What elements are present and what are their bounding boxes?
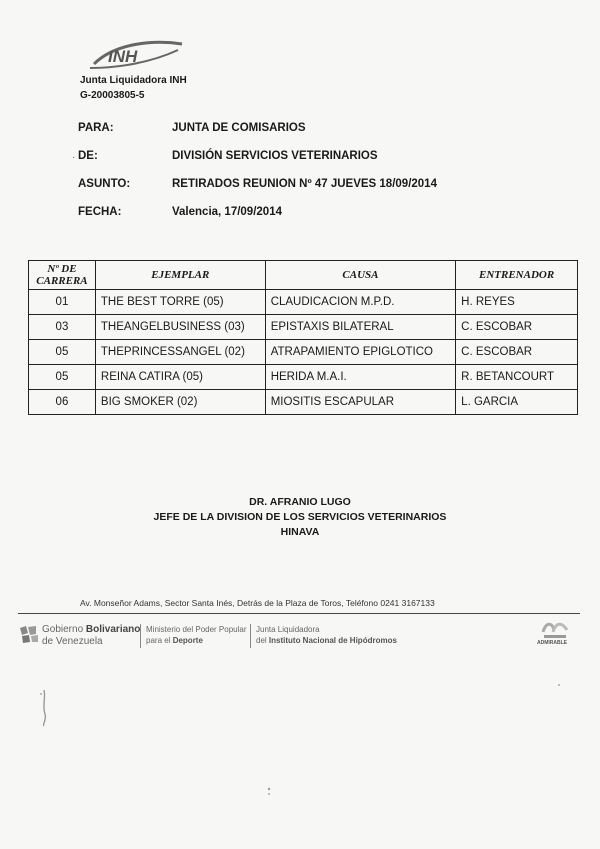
table-row	[29, 390, 578, 415]
race-number-cell: 06	[29, 390, 96, 415]
gov-bolivariano: Bolivariano	[85, 624, 141, 635]
header-trainer: ENTRENADOR	[456, 261, 578, 290]
de-label: DE:	[78, 150, 98, 162]
government-emblem-icon	[18, 624, 40, 644]
fecha-label: FECHA:	[78, 206, 122, 218]
horse-cell: THEANGELBUSINESS (03)	[95, 315, 265, 340]
logo-text: INH	[108, 47, 138, 66]
table-row	[29, 365, 578, 390]
para-label: PARA:	[78, 122, 114, 134]
footer-separator	[140, 624, 141, 648]
junta-line1: Junta Liquidadora	[256, 625, 320, 634]
horse-cell: THE BEST TORRE (05)	[95, 290, 265, 315]
cause-cell: ATRAPAMIENTO EPIGLOTICO	[265, 340, 455, 365]
trainer-cell: C. ESCOBAR	[456, 315, 578, 340]
signatory-name: DR. AFRANIO LUGO	[249, 496, 351, 508]
scan-speck: ·	[72, 152, 76, 163]
junta-prefix: del	[256, 636, 269, 645]
signatory-title: JEFE DE LA DIVISION DE LOS SERVICIOS VETERINARIOS	[153, 511, 447, 523]
table-row	[29, 315, 578, 340]
asunto-label: ASUNTO:	[78, 178, 131, 190]
para-value: JUNTA DE COMISARIOS	[172, 122, 306, 134]
org-id: G-20003805-5	[80, 90, 145, 101]
org-name: Junta Liquidadora INH	[80, 75, 187, 86]
gov-line1	[42, 624, 140, 635]
race-number-cell: 05	[29, 365, 96, 390]
gov-prefix: Gobierno	[42, 624, 86, 635]
footer-address: Av. Monseñor Adams, Sector Santa Inés, Detrás de la Plaza de Toros, Teléfono 0241 3167133	[80, 598, 435, 608]
de-value: DIVISIÓN SERVICIOS VETERINARIOS	[172, 150, 378, 162]
header-horse: EJEMPLAR	[95, 261, 265, 290]
scan-mark	[556, 680, 562, 690]
horse-cell: THEPRINCESSANGEL (02)	[95, 340, 265, 365]
fecha-value: Valencia, 17/09/2014	[172, 206, 282, 218]
table-row	[29, 340, 578, 365]
cause-cell: CLAUDICACION M.P.D.	[265, 290, 455, 315]
footer-separator	[250, 624, 251, 648]
junta-line2	[256, 636, 397, 645]
asunto-value: RETIRADOS REUNION Nº 47 JUEVES 18/09/2014	[172, 178, 437, 190]
scan-mark	[266, 786, 272, 796]
trainer-cell: L. GARCIA	[456, 390, 578, 415]
cause-cell: MIOSITIS ESCAPULAR	[265, 390, 455, 415]
horse-cell: BIG SMOKER (02)	[95, 390, 265, 415]
table-row	[29, 290, 578, 315]
horse-cell: REINA CATIRA (05)	[95, 365, 265, 390]
race-number-cell: 01	[29, 290, 96, 315]
ministry-prefix: para el	[146, 636, 173, 645]
scan-mark	[36, 688, 52, 728]
table-header-row	[29, 261, 578, 290]
trainer-cell: C. ESCOBAR	[456, 340, 578, 365]
footer-divider	[18, 613, 580, 614]
cause-cell: EPISTAXIS BILATERAL	[265, 315, 455, 340]
withdrawals-table	[28, 260, 578, 415]
header-race-line2: CARRERA	[36, 275, 88, 287]
trainer-cell: H. REYES	[456, 290, 578, 315]
junta-institute: Instituto Nacional de Hipódromos	[268, 636, 397, 645]
ministry-deporte: Deporte	[172, 636, 203, 645]
inh-logo	[86, 38, 186, 72]
header-race-line1: Nº DE	[47, 263, 77, 275]
race-number-cell: 05	[29, 340, 96, 365]
ministry-line1: Ministerio del Poder Popular	[146, 625, 247, 634]
header-cause: CAUSA	[265, 261, 455, 290]
admirable-text: ADMIRABLE	[537, 640, 567, 646]
ministry-line2	[146, 636, 203, 645]
cause-cell: HERIDA M.A.I.	[265, 365, 455, 390]
race-number-cell: 03	[29, 315, 96, 340]
header-race-number	[29, 261, 96, 290]
trainer-cell: R. BETANCOURT	[456, 365, 578, 390]
gov-line2: de Venezuela	[42, 636, 103, 647]
signatory-org: HINAVA	[280, 526, 320, 538]
